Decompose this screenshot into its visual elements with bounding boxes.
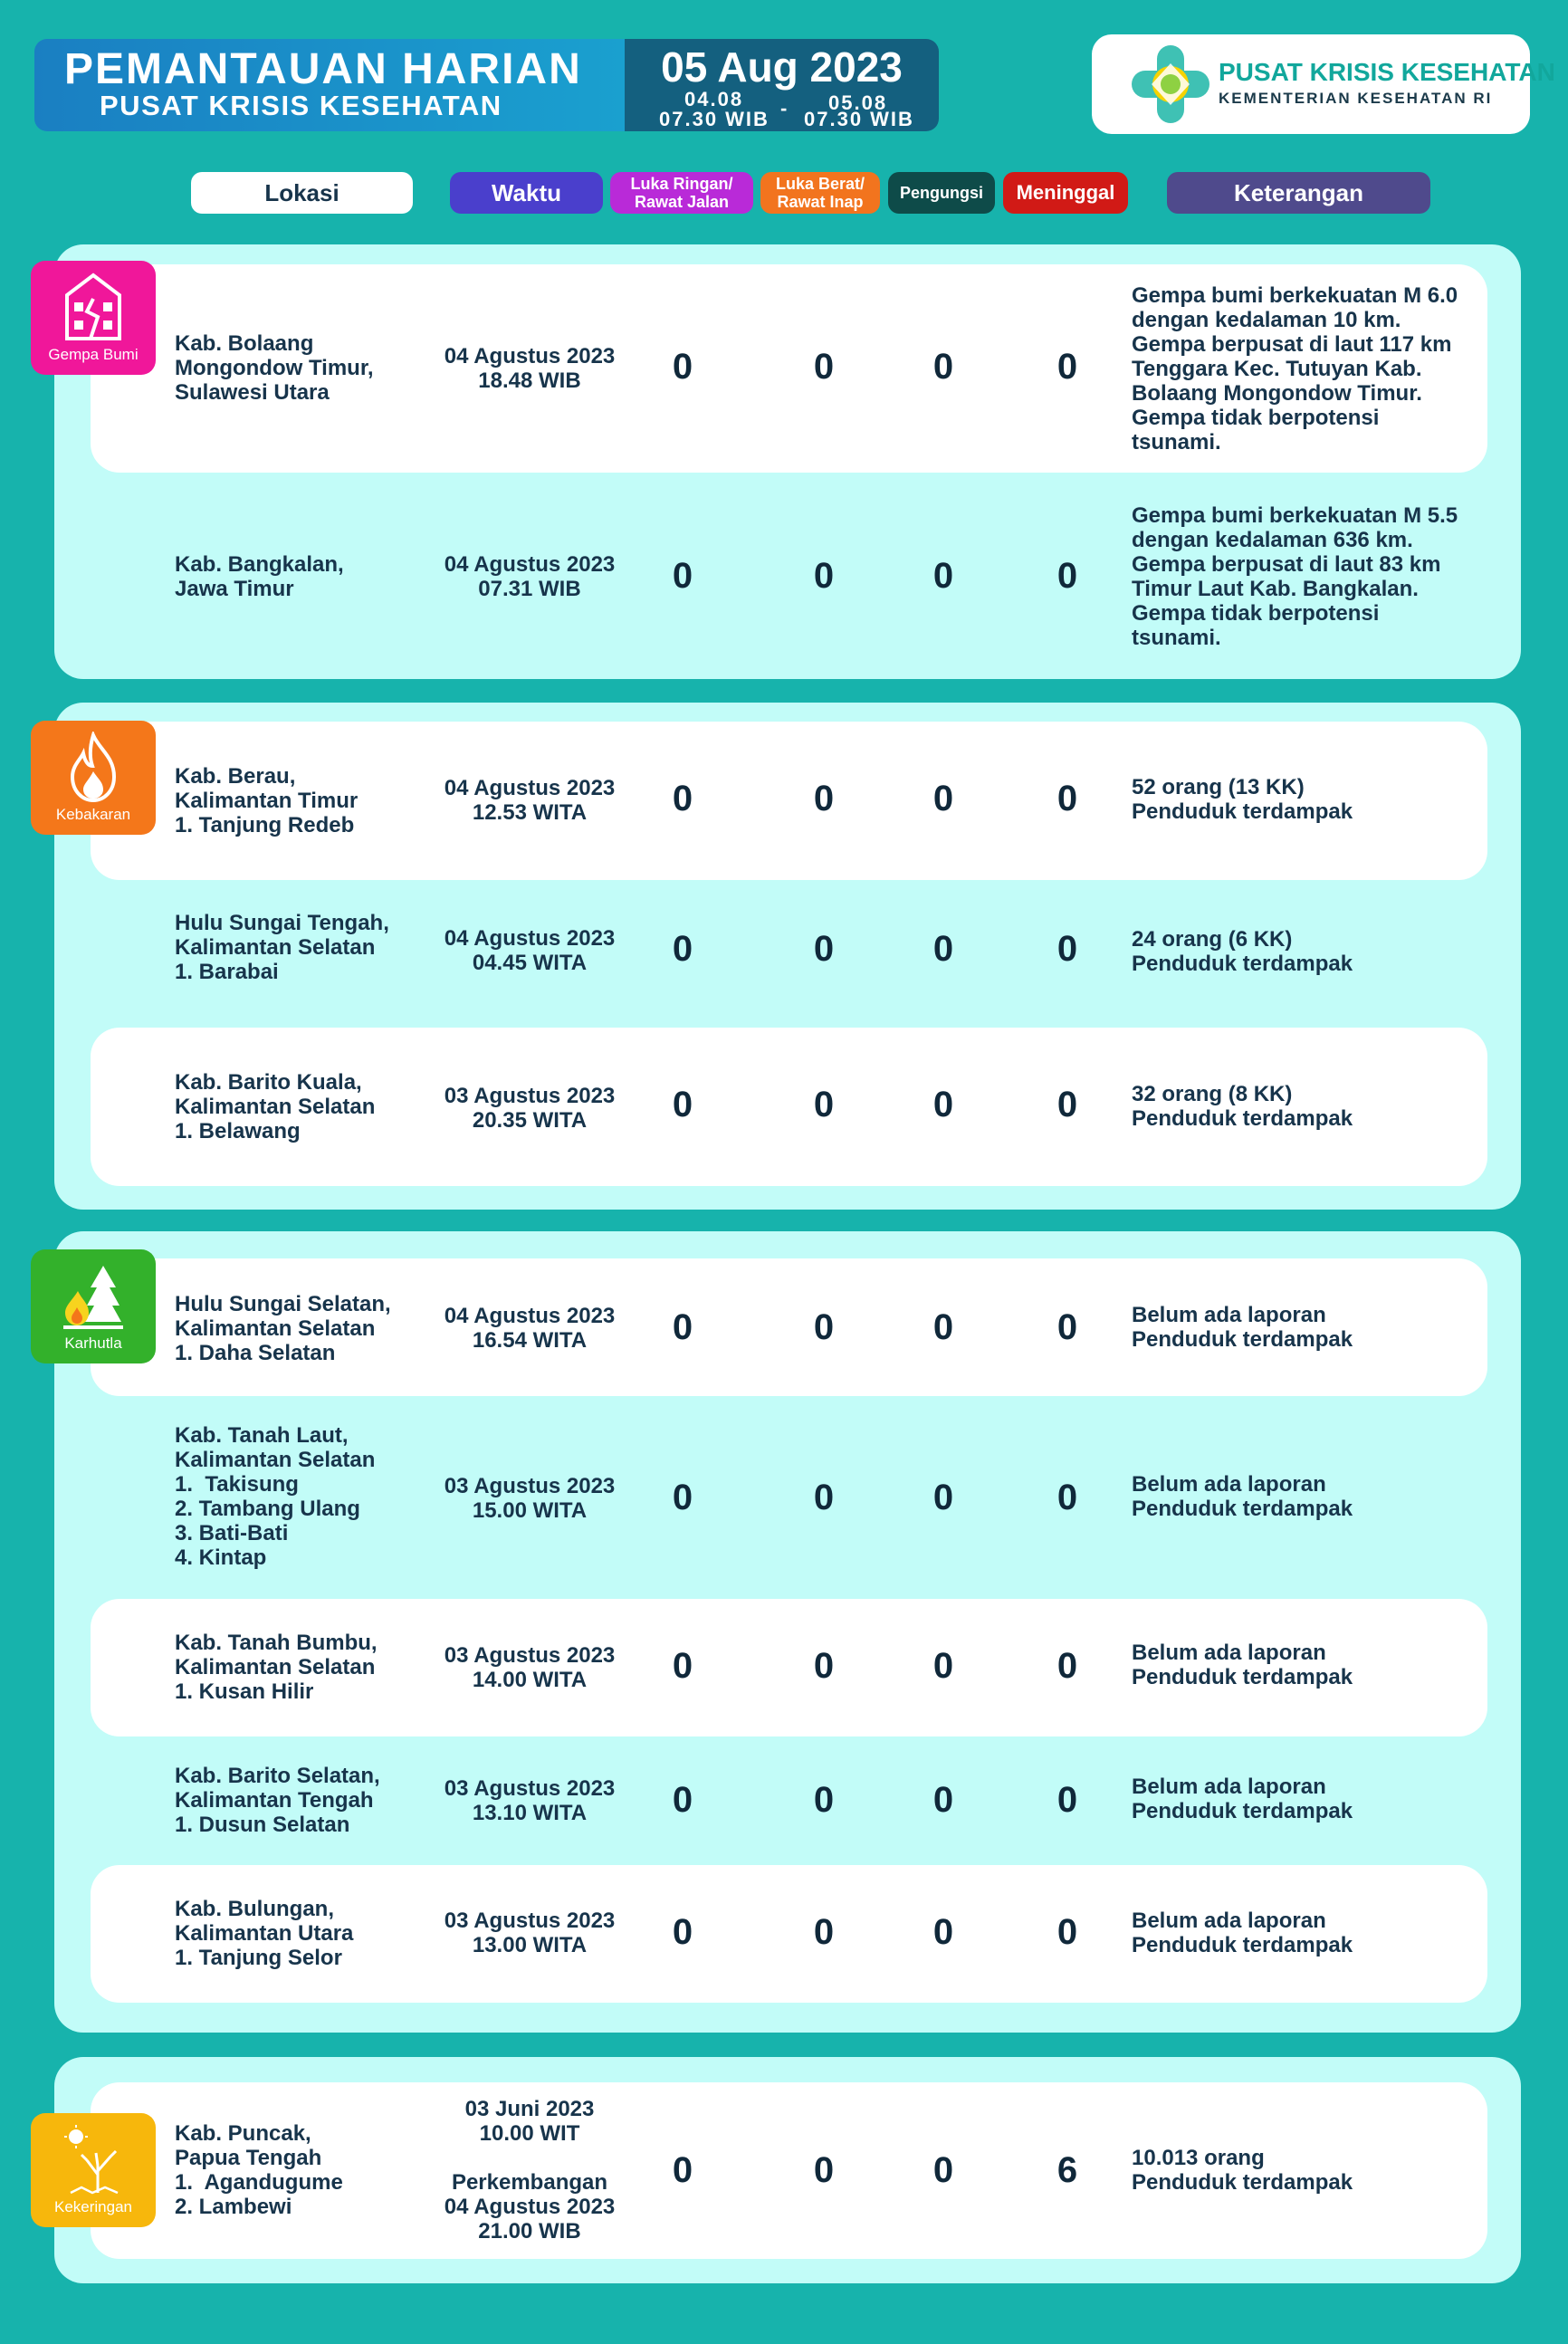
period-start-time: 07.30 WIB <box>659 108 770 130</box>
row-luka-berat: 0 <box>813 1307 835 1347</box>
row-pengungsi: 0 <box>932 556 954 596</box>
row-luka-ringan: 0 <box>672 1307 693 1347</box>
row-pengungsi: 0 <box>932 1478 954 1517</box>
page-title: PEMANTAUAN HARIAN <box>64 45 582 93</box>
row-meninggal: 0 <box>1056 1646 1078 1686</box>
row-luka-ringan: 0 <box>672 556 693 596</box>
row-location: Kab. Barito Kuala, Kalimantan Selatan 1. Belawang <box>175 1070 376 1143</box>
forest-fire-icon <box>62 1260 125 1333</box>
category-badge-kebakaran <box>31 721 156 835</box>
row-luka-ringan: 0 <box>672 347 693 387</box>
report-date: 05 Aug 2023 <box>661 43 903 91</box>
row-location: Hulu Sungai Tengah, Kalimantan Selatan 1. Barabai <box>175 911 389 984</box>
row-time: 03 Juni 2023 10.00 WIT Perkembangan 04 Agustus 2023 21.00 WIB <box>444 2097 616 2244</box>
row-keterangan: Belum ada laporan Penduduk terdampak <box>1132 1909 1353 1957</box>
logo-subtitle: KEMENTERIAN KESEHATAN RI <box>1219 90 1493 107</box>
report-date-box <box>625 39 939 131</box>
row-luka-ringan: 0 <box>672 1478 693 1517</box>
row-meninggal: 0 <box>1056 556 1078 596</box>
category-label: Kekeringan <box>53 2198 132 2215</box>
category-label: Kebakaran <box>55 806 131 823</box>
row-meninggal: 0 <box>1056 347 1078 387</box>
row-luka-ringan: 0 <box>672 1912 693 1952</box>
row-keterangan: Gempa bumi berkekuatan M 5.5 dengan kedalaman 636 km. Gempa berpusat di laut 83 km Timur Laut Kab. Bangkalan. Gempa tidak berpotensi tsunami. <box>1132 503 1458 650</box>
row-keterangan: 24 orang (6 KK) Penduduk terdampak <box>1132 927 1353 976</box>
row-keterangan: 52 orang (13 KK) Penduduk terdampak <box>1132 775 1353 824</box>
row-pengungsi: 0 <box>932 1646 954 1686</box>
category-badge-gempa <box>31 261 156 375</box>
row-luka-berat: 0 <box>813 779 835 818</box>
drought-icon <box>62 2124 125 2196</box>
row-meninggal: 6 <box>1056 2150 1078 2190</box>
row-time: 04 Agustus 2023 07.31 WIB <box>444 552 616 601</box>
column-header-pengungsi: Pengungsi <box>888 172 995 214</box>
row-meninggal: 0 <box>1056 1912 1078 1952</box>
row-location: Kab. Bulungan, Kalimantan Utara 1. Tanjung Selor <box>175 1897 354 1970</box>
row-location: Kab. Tanah Bumbu, Kalimantan Selatan 1. Kusan Hilir <box>175 1631 378 1704</box>
row-meninggal: 0 <box>1056 1780 1078 1820</box>
row-keterangan: Belum ada laporan Penduduk terdampak <box>1132 1641 1353 1689</box>
period-end-date: 05.08 <box>828 91 888 114</box>
category-label: Karhutla <box>64 1335 122 1352</box>
row-pengungsi: 0 <box>932 1912 954 1952</box>
row-pengungsi: 0 <box>932 347 954 387</box>
header-title-bar <box>34 39 625 131</box>
period-start-date: 04.08 <box>684 88 744 110</box>
category-label: Gempa Bumi <box>48 346 139 363</box>
row-time: 03 Agustus 2023 20.35 WITA <box>444 1084 616 1133</box>
row-luka-berat: 0 <box>813 1912 835 1952</box>
column-header-meninggal: Meninggal <box>1003 172 1128 214</box>
health-cross-icon <box>1130 43 1211 125</box>
column-header-keterangan: Keterangan <box>1167 172 1430 214</box>
ministry-logo <box>1092 34 1555 134</box>
row-keterangan: Gempa bumi berkekuatan M 6.0 dengan kedalaman 10 km. Gempa berpusat di laut 117 km Tenggara Kec. Tutuyan Kab. Bolaang Mongondow Timur. Gempa tidak berpotensi tsunami. <box>1132 283 1458 454</box>
fire-icon <box>62 732 125 804</box>
row-pengungsi: 0 <box>932 1085 954 1124</box>
row-location: Kab. Bangkalan, Jawa Timur <box>175 552 344 601</box>
row-pengungsi: 0 <box>932 929 954 969</box>
period-separator: - <box>780 97 789 120</box>
row-time: 03 Agustus 2023 13.00 WITA <box>444 1909 616 1957</box>
page-subtitle: PUSAT KRISIS KESEHATAN <box>100 90 502 121</box>
category-badge-kekeringan <box>31 2113 156 2227</box>
row-luka-ringan: 0 <box>672 929 693 969</box>
row-location: Kab. Bolaang Mongondow Timur, Sulawesi Utara <box>175 331 374 405</box>
column-header-luka-berat: Luka Berat/ Rawat Inap <box>760 172 880 214</box>
row-luka-ringan: 0 <box>672 2150 693 2190</box>
row-keterangan: Belum ada laporan Penduduk terdampak <box>1132 1775 1353 1823</box>
row-time: 04 Agustus 2023 12.53 WITA <box>444 776 616 825</box>
row-time: 03 Agustus 2023 15.00 WITA <box>444 1474 616 1523</box>
row-meninggal: 0 <box>1056 929 1078 969</box>
row-location: Kab. Barito Selatan, Kalimantan Tengah 1. Dusun Selatan <box>175 1764 380 1837</box>
row-keterangan: 10.013 orang Penduduk terdampak <box>1132 2146 1353 2195</box>
row-luka-berat: 0 <box>813 929 835 969</box>
row-luka-berat: 0 <box>813 1780 835 1820</box>
row-time: 03 Agustus 2023 13.10 WITA <box>444 1776 616 1825</box>
row-luka-ringan: 0 <box>672 1085 693 1124</box>
row-time: 04 Agustus 2023 18.48 WIB <box>444 344 616 393</box>
row-keterangan: Belum ada laporan Penduduk terdampak <box>1132 1472 1353 1521</box>
row-time: 03 Agustus 2023 14.00 WITA <box>444 1643 616 1692</box>
row-meninggal: 0 <box>1056 1478 1078 1517</box>
column-header-lokasi: Lokasi <box>191 172 413 214</box>
row-luka-berat: 0 <box>813 2150 835 2190</box>
row-meninggal: 0 <box>1056 779 1078 818</box>
column-header-waktu: Waktu <box>450 172 603 214</box>
row-meninggal: 0 <box>1056 1085 1078 1124</box>
row-keterangan: Belum ada laporan Penduduk terdampak <box>1132 1303 1353 1352</box>
row-luka-berat: 0 <box>813 347 835 387</box>
logo-title: PUSAT KRISIS KESEHATAN <box>1219 58 1555 86</box>
row-luka-berat: 0 <box>813 556 835 596</box>
row-location: Hulu Sungai Selatan, Kalimantan Selatan 1. Daha Selatan <box>175 1292 391 1365</box>
row-pengungsi: 0 <box>932 2150 954 2190</box>
row-luka-berat: 0 <box>813 1646 835 1686</box>
row-luka-ringan: 0 <box>672 779 693 818</box>
row-luka-berat: 0 <box>813 1085 835 1124</box>
row-pengungsi: 0 <box>932 1780 954 1820</box>
row-meninggal: 0 <box>1056 1307 1078 1347</box>
row-time: 04 Agustus 2023 04.45 WITA <box>444 926 616 975</box>
row-pengungsi: 0 <box>932 779 954 818</box>
row-pengungsi: 0 <box>932 1307 954 1347</box>
row-luka-berat: 0 <box>813 1478 835 1517</box>
row-luka-ringan: 0 <box>672 1780 693 1820</box>
row-keterangan: 32 orang (8 KK) Penduduk terdampak <box>1132 1082 1353 1131</box>
row-time: 04 Agustus 2023 16.54 WITA <box>444 1304 616 1353</box>
period-end-time: 07.30 WIB <box>804 108 914 130</box>
category-badge-karhutla <box>31 1249 156 1363</box>
earthquake-house-icon <box>62 272 125 344</box>
row-luka-ringan: 0 <box>672 1646 693 1686</box>
column-header-luka-ringan: Luka Ringan/ Rawat Jalan <box>610 172 753 214</box>
row-location: Kab. Tanah Laut, Kalimantan Selatan 1. Takisung 2. Tambang Ulang 3. Bati-Bati 4. Kintap <box>175 1423 376 1570</box>
row-location: Kab. Puncak, Papua Tengah 1. Agandugume 2. Lambewi <box>175 2121 343 2219</box>
row-location: Kab. Berau, Kalimantan Timur 1. Tanjung Redeb <box>175 764 359 837</box>
